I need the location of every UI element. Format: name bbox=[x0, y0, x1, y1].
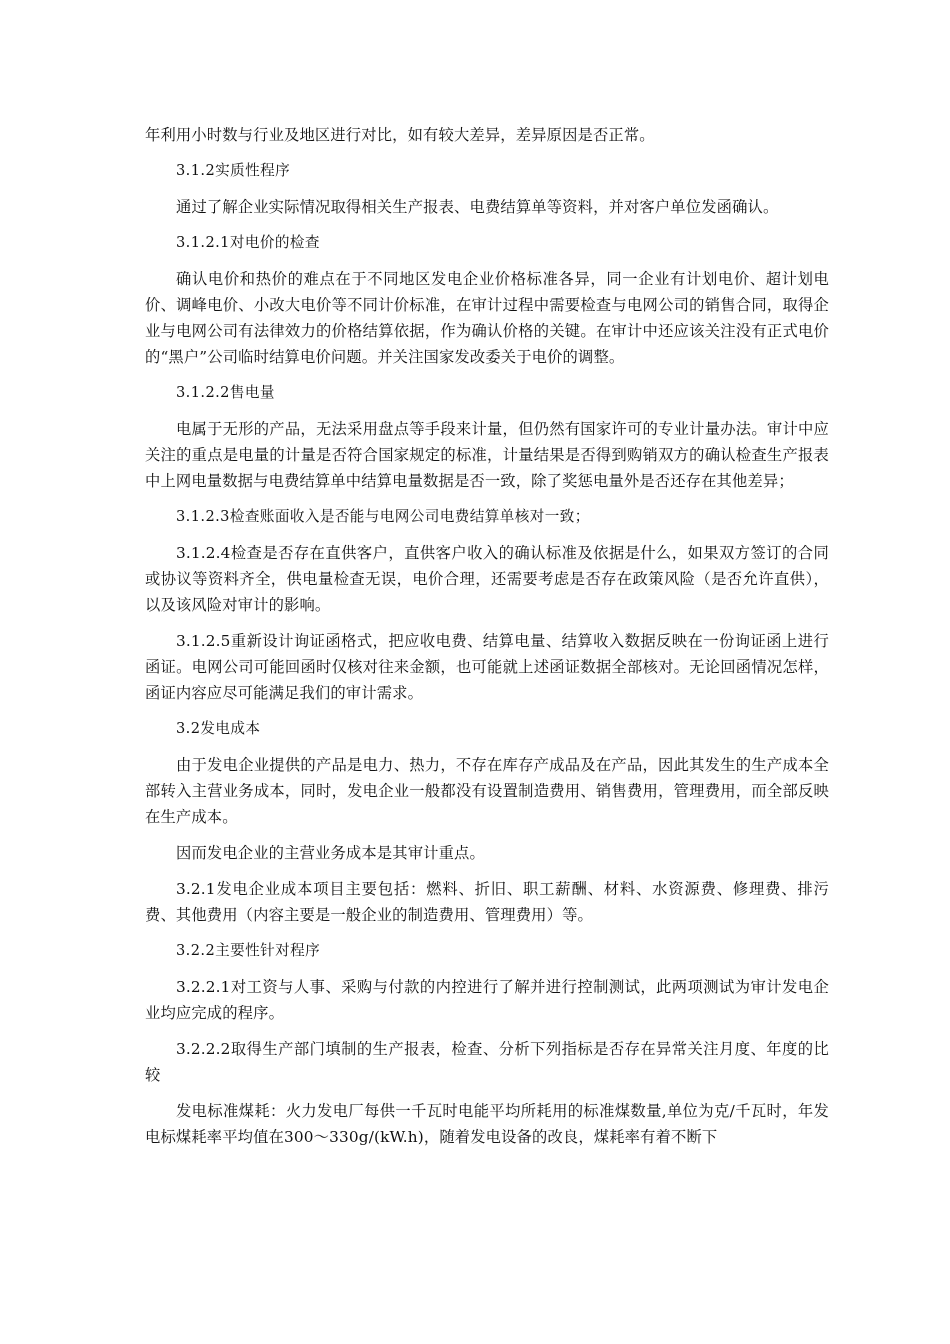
section-heading: 3.2.2主要性针对程序 bbox=[176, 942, 321, 959]
paragraph: 确认电价和热价的难点在于不同地区发电企业价格标准各异，同一企业有计划电价、超计划电价、调峰电价、小改大电价等不同计价标准，在审计过程中需要检查与电网公司的销售合同，取得企业与电网公司有法律效力的价格结算依据，作为确认价格的关键。在审计中还应该关注没有正式电价的“黑户”公司临时结算电价问题。并关注国家发改委关于电价的调整。 bbox=[145, 270, 829, 366]
section-heading: 3.1.2实质性程序 bbox=[176, 162, 291, 179]
paragraph: 年利用小时数与行业及地区进行对比，如有较大差异，差异原因是否正常。 bbox=[145, 126, 655, 144]
paragraph: 电属于无形的产品，无法采用盘点等手段来计量，但仍然有国家许可的专业计量办法。审计中应关注的重点是电量的计量是否符合国家规定的标准，计量结果是否得到购销双方的确认检查生产报表中上网电量数据与电费结算单中结算电量数据是否一致，除了奖惩电量外是否还存在其他差异； bbox=[145, 420, 829, 490]
document-body bbox=[145, 122, 829, 1160]
paragraph: 3.2.2.2取得生产部门填制的生产报表，检查、分析下列指标是否存在异常关注月度、年度的比较 bbox=[145, 1040, 829, 1084]
paragraph: 3.1.2.4检查是否存在直供客户，直供客户收入的确认标准及依据是什么，如果双方签订的合同或协议等资料齐全，供电量检查无误，电价合理，还需要考虑是否存在政策风险（是否允许直供），以及该风险对审计的影响。 bbox=[145, 544, 829, 614]
paragraph: 3.1.2.5重新设计询证函格式，把应收电费、结算电量、结算收入数据反映在一份询证函上进行函证。电网公司可能回函时仅核对往来金额，也可能就上述函证数据全部核对。无论回函情况怎样，函证内容应尽可能满足我们的审计需求。 bbox=[145, 632, 829, 702]
paragraph: 因而发电企业的主营业务成本是其审计重点。 bbox=[176, 844, 485, 862]
paragraph: 通过了解企业实际情况取得相关生产报表、电费结算单等资料，并对客户单位发函确认。 bbox=[176, 198, 779, 216]
paragraph: 由于发电企业提供的产品是电力、热力，不存在库存产成品及在产品，因此其发生的生产成本全部转入主营业务成本，同时，发电企业一般都没有设置制造费用、销售费用，管理费用，而全部反映在生产成本。 bbox=[145, 756, 829, 826]
section-heading: 3.1.2.3检查账面收入是否能与电网公司电费结算单核对一致； bbox=[176, 508, 590, 525]
paragraph: 3.2.2.1对工资与人事、采购与付款的内控进行了解并进行控制测试，此两项测试为审计发电企业均应完成的程序。 bbox=[145, 978, 829, 1022]
paragraph: 3.2.1发电企业成本项目主要包括：燃料、折旧、职工薪酬、材料、水资源费、修理费、排污费、其他费用（内容主要是一般企业的制造费用、管理费用）等。 bbox=[145, 880, 829, 924]
section-heading: 3.1.2.2售电量 bbox=[176, 384, 275, 401]
section-heading: 3.1.2.1对电价的检查 bbox=[176, 234, 320, 251]
section-heading: 3.2发电成本 bbox=[176, 720, 261, 737]
paragraph: 发电标准煤耗：火力发电厂每供一千瓦时电能平均所耗用的标准煤数量,单位为克/千瓦时，年发电标煤耗率平均值在300～330g/(kW.h)，随着发电设备的改良，煤耗率有着不断下 bbox=[145, 1102, 829, 1146]
